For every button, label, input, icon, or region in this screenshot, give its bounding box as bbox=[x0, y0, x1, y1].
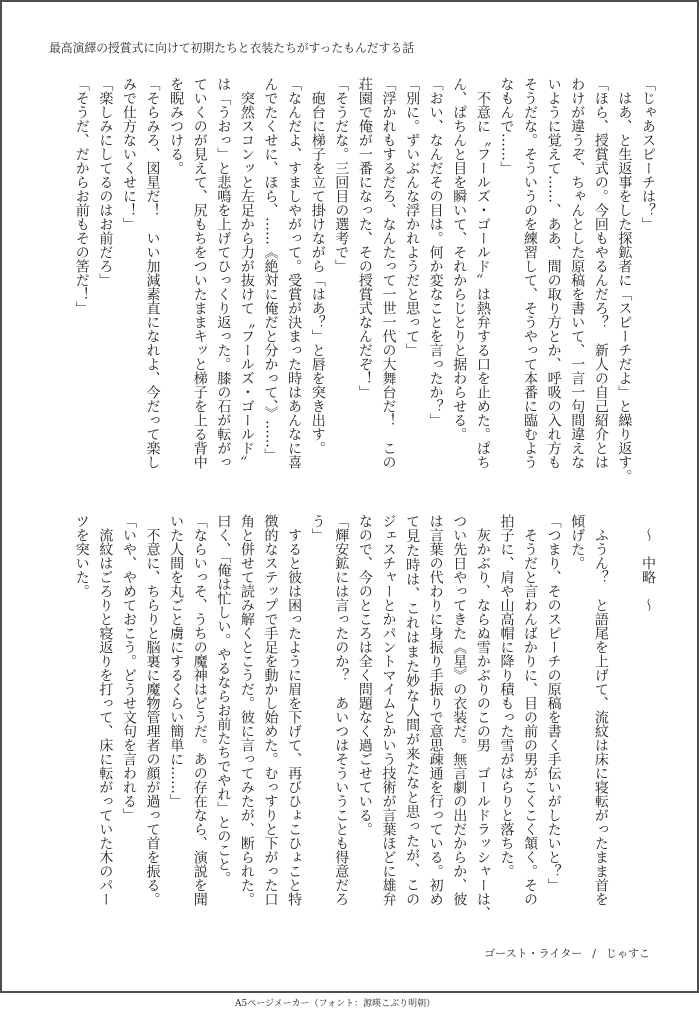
work-title: ゴースト・ライター bbox=[484, 947, 583, 960]
text-column: ツを突いた。 bbox=[73, 514, 90, 598]
lower-text-block bbox=[69, 514, 659, 920]
text-column: つい先日やってきた《星》の衣装だ。無言劇の出だからか、彼 bbox=[451, 514, 468, 906]
byline bbox=[470, 934, 650, 973]
text-column: 「ほら、授賞式の。今回もやるんだろ？ 新人の自己紹介とは bbox=[592, 77, 609, 469]
text-column: 「そうだな。三回目の選考で」 bbox=[333, 77, 350, 273]
text-column: なので、今のところは全く問題なく過ごせている。 bbox=[356, 514, 373, 836]
text-column: 「ならいっそ、うちの魔神はどうだ。あの存在なら、演説を聞 bbox=[191, 514, 208, 906]
text-column: 「別に。ずいぶんな浮かれようだと思って」 bbox=[404, 77, 421, 357]
text-column: はあ、と生返事をした探鉱者に「スピーチだよ」と繰り返す。 bbox=[616, 77, 633, 483]
text-column: 角と併せて読み解くとこうだ。彼に言ってみたが、断られた。 bbox=[238, 514, 255, 906]
text-column: は言葉の代わりに身振り手振りで意思疎通を行っている。初め bbox=[427, 514, 444, 906]
text-column: ていくのが見えて、尻もちをついたままキッと梯子を上る背中 bbox=[191, 77, 208, 469]
text-column: いた人間を丸ごと虜にするくらい簡単に……」 bbox=[168, 514, 185, 808]
text-column: 突然スコンッと左足から力が抜けて〝フールズ・ゴールド〟 bbox=[238, 77, 255, 469]
page-footer: A5ページメーカー（フォント：源暎こぶり明朝） bbox=[235, 999, 436, 1009]
text-column: 「なんだよ、すましやがって。受賞が決まった時はあんなに喜 bbox=[286, 77, 303, 469]
section-break: 〜 中略 〜 bbox=[640, 514, 656, 612]
text-column: 傾げた。 bbox=[569, 514, 586, 570]
text-column: 拍子に、肩や山高帽に降り積もった雪がはらりと落ちた。 bbox=[498, 514, 515, 878]
text-column: 不意に、ちらりと脳裏に魔物管理者の顔が過って首を振る。 bbox=[144, 514, 161, 906]
text-column: すると彼は困ったように眉を下げて、再びひょこひょこと特 bbox=[286, 514, 303, 906]
text-column: ジェスチャーとかパントマイムとかいう技術が言葉ほどに雄弁 bbox=[380, 514, 397, 906]
story-title: 最高演繹の授賞式に向けて初期たちと衣装たちがすったもんだする話 bbox=[49, 41, 414, 55]
text-column: わけが違うぞ、ちゃんとした原稿を書いて、一言一句間違えな bbox=[569, 77, 586, 469]
text-column: 「じゃあスピーチは？」 bbox=[640, 77, 656, 231]
upper-text-block bbox=[69, 77, 659, 483]
text-column: 「浮かれもするだろ、なんたって一世一代の大舞台だ！ この bbox=[380, 77, 397, 469]
text-column: う」 bbox=[309, 514, 326, 542]
text-column: ふうん？ と語尾を上げて、流紋は床に寝転がったまま首を bbox=[592, 514, 609, 906]
text-column: 「そうだ、だからお前もその筈だ！」 bbox=[73, 77, 90, 315]
text-column: 「つまり、そのスピーチの原稿を書く手伝いがしたいと？」 bbox=[545, 514, 562, 892]
text-column: 荘園で俺が一番になった、その授賞式なんだぞ！」 bbox=[356, 77, 373, 399]
text-column: ん、ぱちんと目を瞬いて、それからじとりと据わらせる。 bbox=[451, 77, 468, 441]
text-column: 不意に〝フールズ・ゴールド〟は熱弁する口を止めた。ぱち bbox=[474, 77, 491, 469]
text-column: 流紋はごろりと寝返りを打って、床に転がっていた木のパー bbox=[97, 514, 114, 906]
text-column: 曰く、「俺は忙しい。やるならお前たちでやれ」とのこと。 bbox=[215, 514, 232, 885]
author-name: じゃすこ bbox=[606, 947, 650, 960]
text-column: 砲台に梯子を立て掛けながら「はあ？」と唇を突き出す。 bbox=[309, 77, 326, 455]
text-column: は「うおっ」と悲鳴を上げてひっくり返った。膝の石が転がっ bbox=[215, 77, 232, 469]
text-column: なもんで……」 bbox=[498, 77, 515, 175]
text-column: 「いや、やめておこう。どうせ文句を言われる」 bbox=[120, 514, 137, 822]
text-column: みで仕方ないくせに！」 bbox=[120, 77, 137, 231]
text-column: そうだと言わんばかりに、目の前の男がこくこく頷く。その bbox=[522, 514, 539, 906]
text-column: 灰かぶり、ならぬ雪かぶりのこの男 ゴールドラッシャーは、 bbox=[474, 514, 491, 920]
text-column: そうだな。そういうのを練習して、そうやって本番に臨むよう bbox=[522, 77, 539, 469]
text-column: 「おい、なんだその目は。何か変なことを言ったか？」 bbox=[427, 77, 444, 427]
text-column: 「楽しみにしてるのはお前だろ」 bbox=[97, 77, 114, 287]
text-column: いように覚えて……、ああ、間の取り方とか、呼吸の入れ方も bbox=[545, 77, 562, 469]
text-column: て見た時は、これはまた妙な人間が来たなと思ったが、この bbox=[404, 514, 421, 906]
text-column: 「そらみろ、図星だ！ いい加減素直になれよ、今だって楽し bbox=[144, 77, 161, 469]
text-column: を睨みつける。 bbox=[168, 77, 185, 175]
blank-column bbox=[612, 514, 636, 906]
byline-separator: / bbox=[592, 947, 596, 960]
text-column: んでたくせに、ほら、……《絶対に俺だと分かって、》……」 bbox=[262, 77, 279, 462]
text-column: 徴的なステップで手足を動かし始めた。むっすりと下がった口 bbox=[262, 514, 279, 906]
text-column: 「輝安鉱には言ったのか？ あいつはそういうことも得意だろ bbox=[333, 514, 350, 906]
